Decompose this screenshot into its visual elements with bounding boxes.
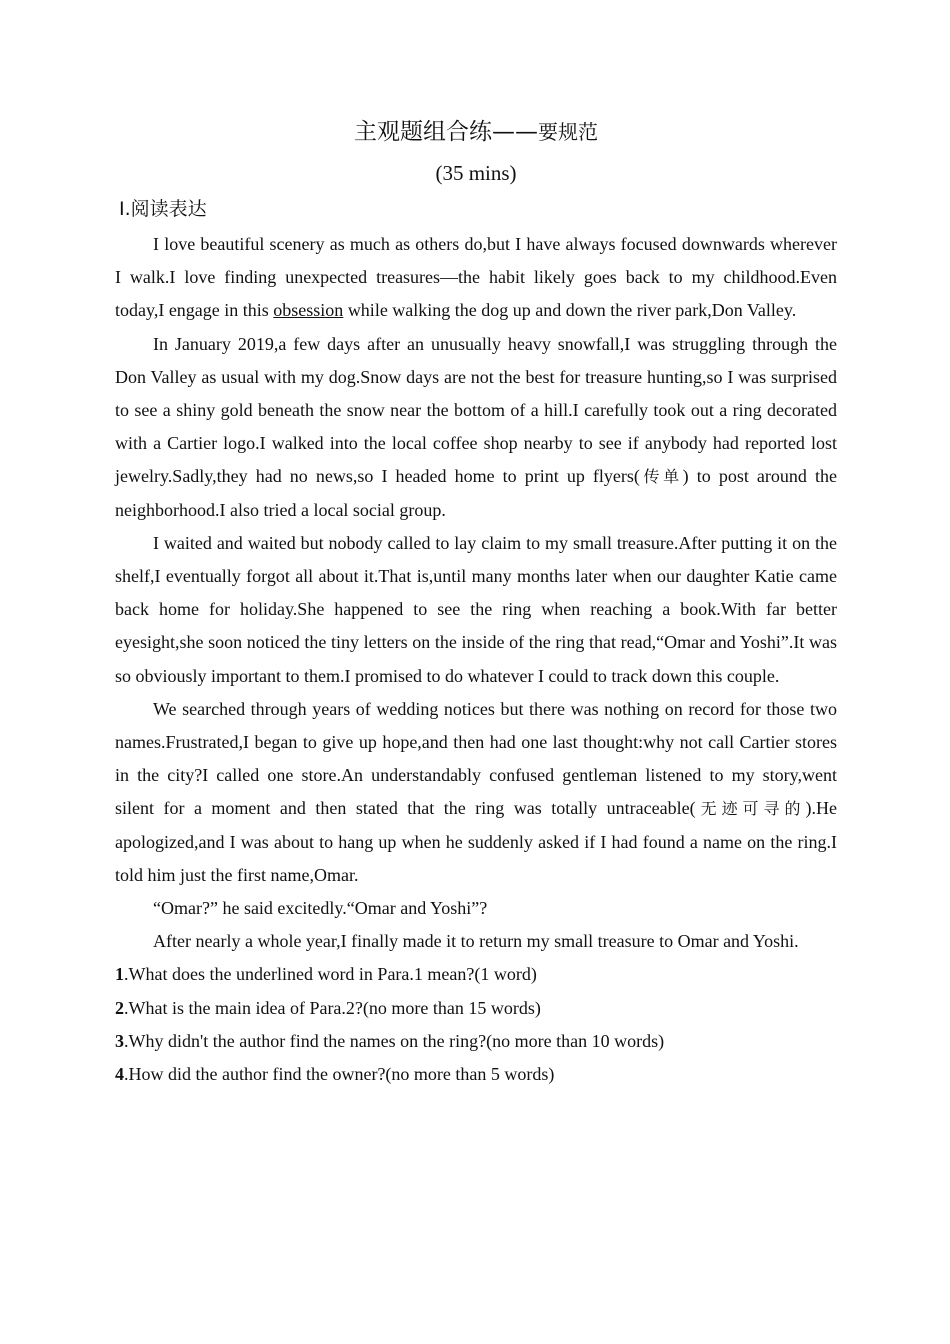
p4-gloss: 无迹可寻的	[695, 799, 806, 819]
p4-text-before: We searched through years of wedding notices but there was nothing on record for those two names.Frustrated,I began to give up hope,and then had one last thought:why not call Cartier stores in the city?I called one store.An understandably confused gentleman listened to my story,went silent for a moment and then stated that the ring was totally untraceable(	[115, 698, 837, 819]
passage-paragraph-1	[115, 228, 837, 328]
passage-paragraph-4	[115, 693, 837, 892]
question-number: 3	[115, 1030, 124, 1051]
question-2	[115, 992, 837, 1025]
question-1	[115, 958, 837, 991]
worksheet-page	[115, 110, 837, 1091]
title-main: 主观题组合练	[354, 119, 492, 145]
question-text: .How did the author find the owner?(no more than 5 words)	[124, 1064, 555, 1085]
passage-paragraph-3: I waited and waited but nobody called to lay claim to my small treasure.After putting it on the shelf,I eventually forgot all about it.That is,until many months later when our daughter Katie came back home for holiday.She happened to see the ring when reaching a book.With far better eyesight,she soon noticed the tiny letters on the inside of the ring that read,“Omar and Yoshi”.It was so obviously important to them.I promised to do whatever I could to track down this couple.	[115, 532, 837, 686]
p1-text-after: while walking the dog up and down the river park,Don Valley.	[343, 300, 797, 321]
p2-gloss: 传单	[639, 467, 683, 487]
question-text: .What is the main idea of Para.2?(no more than 15 words)	[124, 997, 541, 1018]
title-sub: 要规范	[538, 120, 598, 144]
question-list	[115, 958, 837, 1091]
p1-text-before: I love beautiful scenery as much as others do,but I have always focused downwards wherever I walk.I love finding unexpected treasures—the habit likely goes back to my childhood.Even today,I engage in this	[115, 234, 837, 321]
p2-text-after: ) to post around the neighborhood.I also tried a local social group.	[115, 466, 837, 520]
duration-label: (35 mins)	[435, 161, 517, 185]
page-title	[115, 110, 837, 154]
passage-paragraph-5: “Omar?” he said excitedly.“Omar and Yoshi”?	[153, 898, 488, 919]
passage-paragraph-6: After nearly a whole year,I finally made it to return my small treasure to Omar and Yoshi.	[153, 931, 799, 952]
question-4	[115, 1058, 837, 1091]
p2-text-before: In January 2019,a few days after an unusually heavy snowfall,I was struggling through the Don Valley as usual with my dog.Snow days are not the best for treasure hunting,so I was surprised to see a shiny gold beneath the snow near the bottom of a hill.I carefully took out a ring decorated with a Cartier logo.I walked into the local coffee shop nearby to see if anybody had reported lost jewelry.Sadly,they had no news,so I headed home to print up flyers(	[115, 333, 837, 487]
question-3	[115, 1025, 837, 1058]
question-text: .Why didn't the author find the names on the ring?(no more than 10 words)	[124, 1030, 665, 1051]
question-number: 4	[115, 1064, 124, 1085]
question-number: 2	[115, 997, 124, 1018]
underlined-word: obsession	[273, 300, 344, 321]
passage-paragraph-2	[115, 328, 837, 527]
title-dash: ——	[492, 119, 538, 145]
question-text: .What does the underlined word in Para.1 mean?(1 word)	[124, 964, 537, 985]
section-heading: Ⅰ.阅读表达	[119, 198, 207, 220]
p4-text-after: ).He apologized,and I was about to hang up when he suddenly asked if I had found a name on the ring.I told him just the first name,Omar.	[115, 798, 837, 885]
question-number: 1	[115, 964, 124, 985]
